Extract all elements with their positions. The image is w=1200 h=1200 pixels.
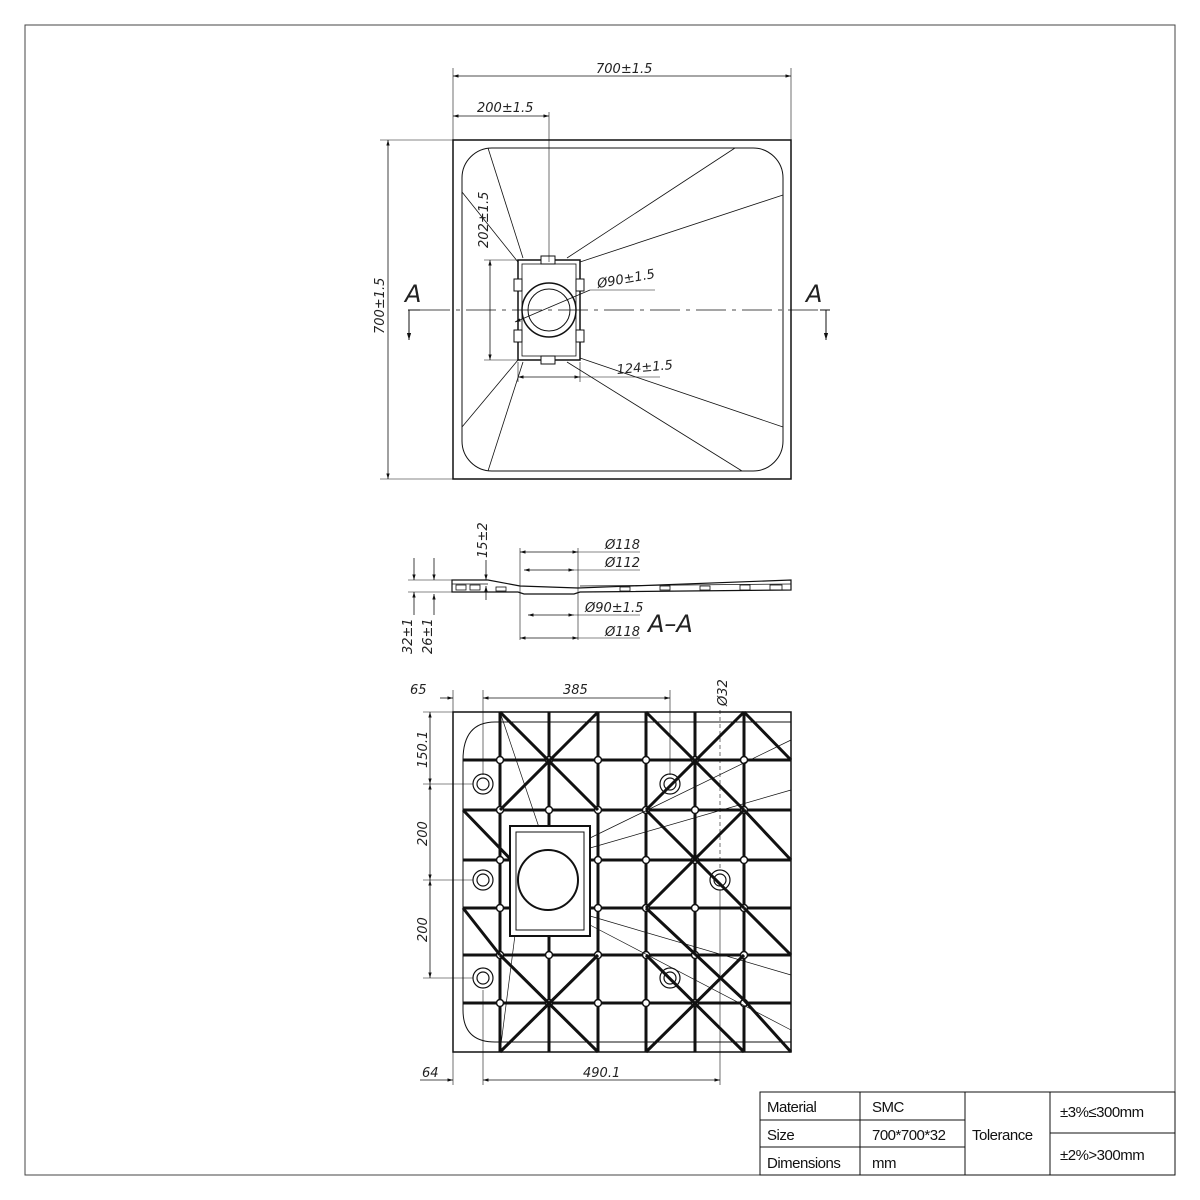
rib-node <box>643 857 650 864</box>
section-mark-left: A <box>405 280 422 308</box>
dim-hole-spacing-label: 385 <box>563 683 588 698</box>
dim-edge-height-label: 15±2 <box>476 522 491 558</box>
section-view <box>408 548 791 640</box>
dim-drain-offset-label: 490.1 <box>583 1066 621 1081</box>
dim-outer-top-label: Ø118 <box>605 538 641 553</box>
rib-node <box>595 905 602 912</box>
dim-outer-bottom-label: Ø118 <box>605 625 641 640</box>
rib-node <box>497 905 504 912</box>
rib-node <box>546 952 553 959</box>
dim-height-label: 700±1.5 <box>373 277 388 334</box>
tray-basin <box>462 148 783 471</box>
rib-node <box>692 807 699 814</box>
drain-hole-bottom <box>518 850 578 910</box>
dim-drain-height-label: 202±1.5 <box>477 191 492 248</box>
dim-top-margin-label: 150.1 <box>416 730 431 768</box>
section-label: A–A <box>648 610 693 638</box>
dim-inner-top-label: Ø112 <box>605 556 641 571</box>
dim-total-height-label: 32±1 <box>401 618 416 654</box>
dim-drain-diameter-label: Ø90±1.5 <box>596 267 657 292</box>
spec-table-text <box>767 1099 1144 1172</box>
dim-spacing-v1-label: 200 <box>416 821 431 846</box>
size-value: 700*700*32 <box>872 1127 946 1144</box>
rib-node <box>546 807 553 814</box>
rib-node <box>643 757 650 764</box>
dim-body-height-label: 26±1 <box>421 618 436 654</box>
dim-drain-label: Ø90±1.5 <box>585 601 644 616</box>
size-label: Size <box>767 1127 795 1144</box>
rib-node <box>497 1000 504 1007</box>
dimensions-label: Dimensions <box>767 1155 841 1172</box>
top-view-labels <box>373 62 822 378</box>
rib-node <box>497 757 504 764</box>
dim-width-label: 700±1.5 <box>596 62 653 77</box>
rib-node <box>741 857 748 864</box>
material-value: SMC <box>872 1099 904 1116</box>
rib-node <box>497 857 504 864</box>
rib-node <box>643 1000 650 1007</box>
dim-offset-label: 200±1.5 <box>477 101 534 116</box>
dim-hole-diameter-label: Ø32 <box>716 679 731 706</box>
rib-node <box>595 757 602 764</box>
bottom-view <box>420 690 791 1085</box>
rib-node <box>741 757 748 764</box>
tolerance-1: ±3%≤300mm <box>1060 1104 1144 1121</box>
dimensions-value: mm <box>872 1155 896 1172</box>
section-mark-right: A <box>806 280 823 308</box>
tray-outline <box>453 140 791 479</box>
dim-drain-width-label: 124±1.5 <box>616 358 674 378</box>
rib-node <box>595 857 602 864</box>
top-view <box>380 68 830 479</box>
rib-node <box>692 905 699 912</box>
dim-left-margin-label: 65 <box>410 683 427 698</box>
material-label: Material <box>767 1099 817 1116</box>
tolerance-label: Tolerance <box>972 1127 1033 1144</box>
slope-lines <box>462 148 783 471</box>
rib-node <box>595 1000 602 1007</box>
dim-spacing-v2-label: 200 <box>416 917 431 942</box>
tolerance-2: ±2%>300mm <box>1060 1147 1145 1164</box>
section-view-labels <box>401 522 693 654</box>
dim-left-margin-bottom-label: 64 <box>422 1066 439 1081</box>
